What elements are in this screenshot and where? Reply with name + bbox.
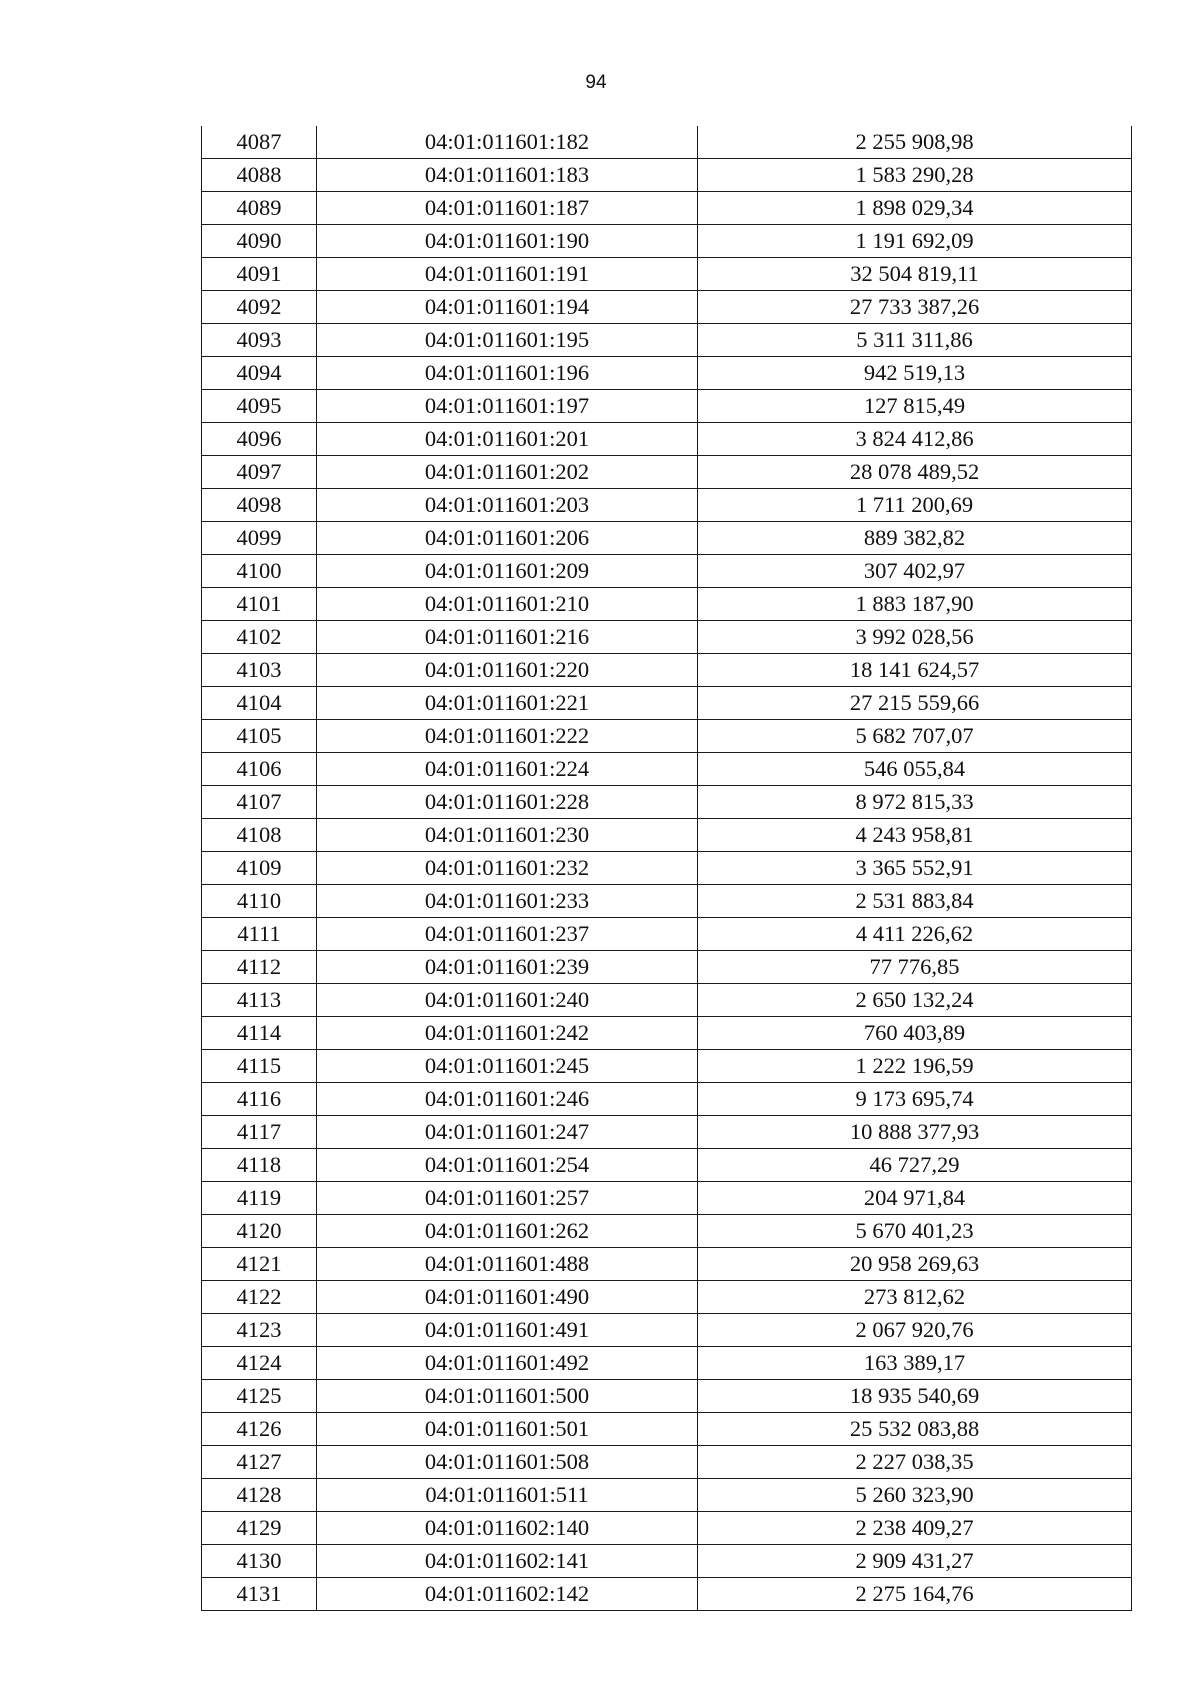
table-row — [202, 1380, 1132, 1413]
cadastral-number-cell: 04:01:011601:230 — [317, 819, 698, 852]
row-number-cell: 4131 — [202, 1578, 317, 1611]
cadastral-value-cell: 2 650 132,24 — [698, 984, 1132, 1017]
page-number: 94 — [585, 72, 607, 93]
cadastral-value-cell: 9 173 695,74 — [698, 1083, 1132, 1116]
row-number-cell: 4122 — [202, 1281, 317, 1314]
cadastral-value-cell: 20 958 269,63 — [698, 1248, 1132, 1281]
row-number-cell: 4091 — [202, 258, 317, 291]
cadastral-number-cell: 04:01:011601:228 — [317, 786, 698, 819]
table-row — [202, 621, 1132, 654]
table-row — [202, 1248, 1132, 1281]
table-row — [202, 1149, 1132, 1182]
cadastral-value-cell: 760 403,89 — [698, 1017, 1132, 1050]
row-number-cell: 4121 — [202, 1248, 317, 1281]
table-row — [202, 1182, 1132, 1215]
cadastral-value-cell: 27 733 387,26 — [698, 291, 1132, 324]
table-row — [202, 1050, 1132, 1083]
cadastral-number-cell: 04:01:011601:254 — [317, 1149, 698, 1182]
cadastral-value-cell: 4 243 958,81 — [698, 819, 1132, 852]
cadastral-number-cell: 04:01:011601:262 — [317, 1215, 698, 1248]
table-row — [202, 423, 1132, 456]
row-number-cell: 4112 — [202, 951, 317, 984]
cadastral-number-cell: 04:01:011601:508 — [317, 1446, 698, 1479]
cadastral-number-cell: 04:01:011601:488 — [317, 1248, 698, 1281]
cadastral-value-cell: 5 311 311,86 — [698, 324, 1132, 357]
row-number-cell: 4103 — [202, 654, 317, 687]
cadastral-number-cell: 04:01:011601:194 — [317, 291, 698, 324]
row-number-cell: 4101 — [202, 588, 317, 621]
row-number-cell: 4106 — [202, 753, 317, 786]
cadastral-value-cell: 46 727,29 — [698, 1149, 1132, 1182]
table-row — [202, 126, 1132, 159]
table-row — [202, 786, 1132, 819]
row-number-cell: 4114 — [202, 1017, 317, 1050]
table-row — [202, 1578, 1132, 1611]
row-number-cell: 4111 — [202, 918, 317, 951]
cadastral-number-cell: 04:01:011601:242 — [317, 1017, 698, 1050]
cadastral-value-cell: 25 532 083,88 — [698, 1413, 1132, 1446]
table-row — [202, 1479, 1132, 1512]
table-row — [202, 852, 1132, 885]
table-row — [202, 324, 1132, 357]
cadastral-value-cell: 2 067 920,76 — [698, 1314, 1132, 1347]
row-number-cell: 4105 — [202, 720, 317, 753]
cadastral-number-cell: 04:01:011601:232 — [317, 852, 698, 885]
cadastral-number-cell: 04:01:011601:195 — [317, 324, 698, 357]
cadastral-value-cell: 1 191 692,09 — [698, 225, 1132, 258]
cadastral-number-cell: 04:01:011601:224 — [317, 753, 698, 786]
cadastral-value-cell: 307 402,97 — [698, 555, 1132, 588]
row-number-cell: 4087 — [202, 126, 317, 159]
table-row — [202, 885, 1132, 918]
cadastral-number-cell: 04:01:011601:500 — [317, 1380, 698, 1413]
cadastral-number-cell: 04:01:011601:245 — [317, 1050, 698, 1083]
cadastral-value-cell: 1 583 290,28 — [698, 159, 1132, 192]
cadastral-number-cell: 04:01:011601:237 — [317, 918, 698, 951]
cadastral-value-cell: 4 411 226,62 — [698, 918, 1132, 951]
row-number-cell: 4129 — [202, 1512, 317, 1545]
row-number-cell: 4095 — [202, 390, 317, 423]
row-number-cell: 4126 — [202, 1413, 317, 1446]
cadastral-value-cell: 77 776,85 — [698, 951, 1132, 984]
row-number-cell: 4093 — [202, 324, 317, 357]
table-row — [202, 1314, 1132, 1347]
cadastral-number-cell: 04:01:011601:490 — [317, 1281, 698, 1314]
table-row — [202, 456, 1132, 489]
cadastral-value-cell: 942 519,13 — [698, 357, 1132, 390]
row-number-cell: 4100 — [202, 555, 317, 588]
cadastral-value-cell: 5 682 707,07 — [698, 720, 1132, 753]
cadastral-number-cell: 04:01:011602:140 — [317, 1512, 698, 1545]
cadastral-value-cell: 18 935 540,69 — [698, 1380, 1132, 1413]
row-number-cell: 4092 — [202, 291, 317, 324]
table-row — [202, 159, 1132, 192]
cadastral-value-cell: 2 275 164,76 — [698, 1578, 1132, 1611]
cadastral-value-cell: 1 222 196,59 — [698, 1050, 1132, 1083]
row-number-cell: 4118 — [202, 1149, 317, 1182]
cadastral-number-cell: 04:01:011601:233 — [317, 885, 698, 918]
row-number-cell: 4130 — [202, 1545, 317, 1578]
cadastral-value-cell: 3 992 028,56 — [698, 621, 1132, 654]
cadastral-number-cell: 04:01:011601:246 — [317, 1083, 698, 1116]
cadastral-value-cell: 32 504 819,11 — [698, 258, 1132, 291]
table-row — [202, 1512, 1132, 1545]
table-row — [202, 1017, 1132, 1050]
table-row — [202, 1083, 1132, 1116]
row-number-cell: 4123 — [202, 1314, 317, 1347]
table-row — [202, 1116, 1132, 1149]
row-number-cell: 4099 — [202, 522, 317, 555]
table-row — [202, 555, 1132, 588]
table-row — [202, 1413, 1132, 1446]
cadastral-number-cell: 04:01:011601:222 — [317, 720, 698, 753]
table-row — [202, 1281, 1132, 1314]
cadastral-value-cell: 2 909 431,27 — [698, 1545, 1132, 1578]
cadastral-number-cell: 04:01:011601:240 — [317, 984, 698, 1017]
table-row — [202, 951, 1132, 984]
row-number-cell: 4097 — [202, 456, 317, 489]
table-row — [202, 1446, 1132, 1479]
cadastral-value-cell: 1 898 029,34 — [698, 192, 1132, 225]
row-number-cell: 4128 — [202, 1479, 317, 1512]
table-row — [202, 291, 1132, 324]
row-number-cell: 4117 — [202, 1116, 317, 1149]
row-number-cell: 4104 — [202, 687, 317, 720]
row-number-cell: 4108 — [202, 819, 317, 852]
cadastral-value-table — [201, 126, 1132, 1611]
cadastral-value-cell: 27 215 559,66 — [698, 687, 1132, 720]
cadastral-number-cell: 04:01:011601:201 — [317, 423, 698, 456]
cadastral-number-cell: 04:01:011601:209 — [317, 555, 698, 588]
table-row — [202, 588, 1132, 621]
row-number-cell: 4088 — [202, 159, 317, 192]
row-number-cell: 4120 — [202, 1215, 317, 1248]
cadastral-value-cell: 3 365 552,91 — [698, 852, 1132, 885]
cadastral-value-cell: 2 238 409,27 — [698, 1512, 1132, 1545]
table-row — [202, 753, 1132, 786]
row-number-cell: 4119 — [202, 1182, 317, 1215]
cadastral-number-cell: 04:01:011602:142 — [317, 1578, 698, 1611]
cadastral-number-cell: 04:01:011601:197 — [317, 390, 698, 423]
table-row — [202, 918, 1132, 951]
cadastral-value-cell: 2 227 038,35 — [698, 1446, 1132, 1479]
cadastral-number-cell: 04:01:011601:210 — [317, 588, 698, 621]
table-row — [202, 654, 1132, 687]
row-number-cell: 4113 — [202, 984, 317, 1017]
table-row — [202, 258, 1132, 291]
table-row — [202, 720, 1132, 753]
table-row — [202, 390, 1132, 423]
cadastral-value-cell: 8 972 815,33 — [698, 786, 1132, 819]
cadastral-number-cell: 04:01:011601:491 — [317, 1314, 698, 1347]
row-number-cell: 4102 — [202, 621, 317, 654]
table-row — [202, 489, 1132, 522]
cadastral-value-cell: 18 141 624,57 — [698, 654, 1132, 687]
cadastral-number-cell: 04:01:011601:182 — [317, 126, 698, 159]
row-number-cell: 4110 — [202, 885, 317, 918]
row-number-cell: 4090 — [202, 225, 317, 258]
cadastral-value-cell: 163 389,17 — [698, 1347, 1132, 1380]
cadastral-number-cell: 04:01:011601:221 — [317, 687, 698, 720]
cadastral-number-cell: 04:01:011601:511 — [317, 1479, 698, 1512]
row-number-cell: 4107 — [202, 786, 317, 819]
cadastral-number-cell: 04:01:011601:239 — [317, 951, 698, 984]
row-number-cell: 4089 — [202, 192, 317, 225]
table-row — [202, 984, 1132, 1017]
table-row — [202, 522, 1132, 555]
row-number-cell: 4124 — [202, 1347, 317, 1380]
cadastral-number-cell: 04:01:011601:247 — [317, 1116, 698, 1149]
cadastral-number-cell: 04:01:011601:203 — [317, 489, 698, 522]
cadastral-value-cell: 5 670 401,23 — [698, 1215, 1132, 1248]
table-row — [202, 192, 1132, 225]
cadastral-value-cell: 2 255 908,98 — [698, 126, 1132, 159]
row-number-cell: 4115 — [202, 1050, 317, 1083]
cadastral-value-cell: 273 812,62 — [698, 1281, 1132, 1314]
cadastral-value-cell: 1 883 187,90 — [698, 588, 1132, 621]
cadastral-value-cell: 546 055,84 — [698, 753, 1132, 786]
row-number-cell: 4094 — [202, 357, 317, 390]
table-row — [202, 1347, 1132, 1380]
row-number-cell: 4109 — [202, 852, 317, 885]
cadastral-number-cell: 04:01:011602:141 — [317, 1545, 698, 1578]
cadastral-number-cell: 04:01:011601:191 — [317, 258, 698, 291]
cadastral-value-cell: 1 711 200,69 — [698, 489, 1132, 522]
row-number-cell: 4116 — [202, 1083, 317, 1116]
cadastral-value-cell: 127 815,49 — [698, 390, 1132, 423]
row-number-cell: 4127 — [202, 1446, 317, 1479]
table-row — [202, 225, 1132, 258]
cadastral-number-cell: 04:01:011601:202 — [317, 456, 698, 489]
table-row — [202, 357, 1132, 390]
row-number-cell: 4125 — [202, 1380, 317, 1413]
cadastral-value-cell: 204 971,84 — [698, 1182, 1132, 1215]
cadastral-number-cell: 04:01:011601:183 — [317, 159, 698, 192]
cadastral-number-cell: 04:01:011601:257 — [317, 1182, 698, 1215]
row-number-cell: 4096 — [202, 423, 317, 456]
cadastral-number-cell: 04:01:011601:216 — [317, 621, 698, 654]
cadastral-value-cell: 3 824 412,86 — [698, 423, 1132, 456]
cadastral-number-cell: 04:01:011601:501 — [317, 1413, 698, 1446]
cadastral-value-cell: 889 382,82 — [698, 522, 1132, 555]
table-row — [202, 687, 1132, 720]
cadastral-number-cell: 04:01:011601:220 — [317, 654, 698, 687]
cadastral-value-cell: 5 260 323,90 — [698, 1479, 1132, 1512]
table-row — [202, 1545, 1132, 1578]
table-row — [202, 1215, 1132, 1248]
row-number-cell: 4098 — [202, 489, 317, 522]
cadastral-number-cell: 04:01:011601:196 — [317, 357, 698, 390]
table-body — [202, 126, 1132, 1611]
cadastral-number-cell: 04:01:011601:187 — [317, 192, 698, 225]
cadastral-number-cell: 04:01:011601:206 — [317, 522, 698, 555]
cadastral-value-cell: 28 078 489,52 — [698, 456, 1132, 489]
cadastral-value-cell: 10 888 377,93 — [698, 1116, 1132, 1149]
table-row — [202, 819, 1132, 852]
cadastral-value-cell: 2 531 883,84 — [698, 885, 1132, 918]
cadastral-number-cell: 04:01:011601:492 — [317, 1347, 698, 1380]
cadastral-number-cell: 04:01:011601:190 — [317, 225, 698, 258]
